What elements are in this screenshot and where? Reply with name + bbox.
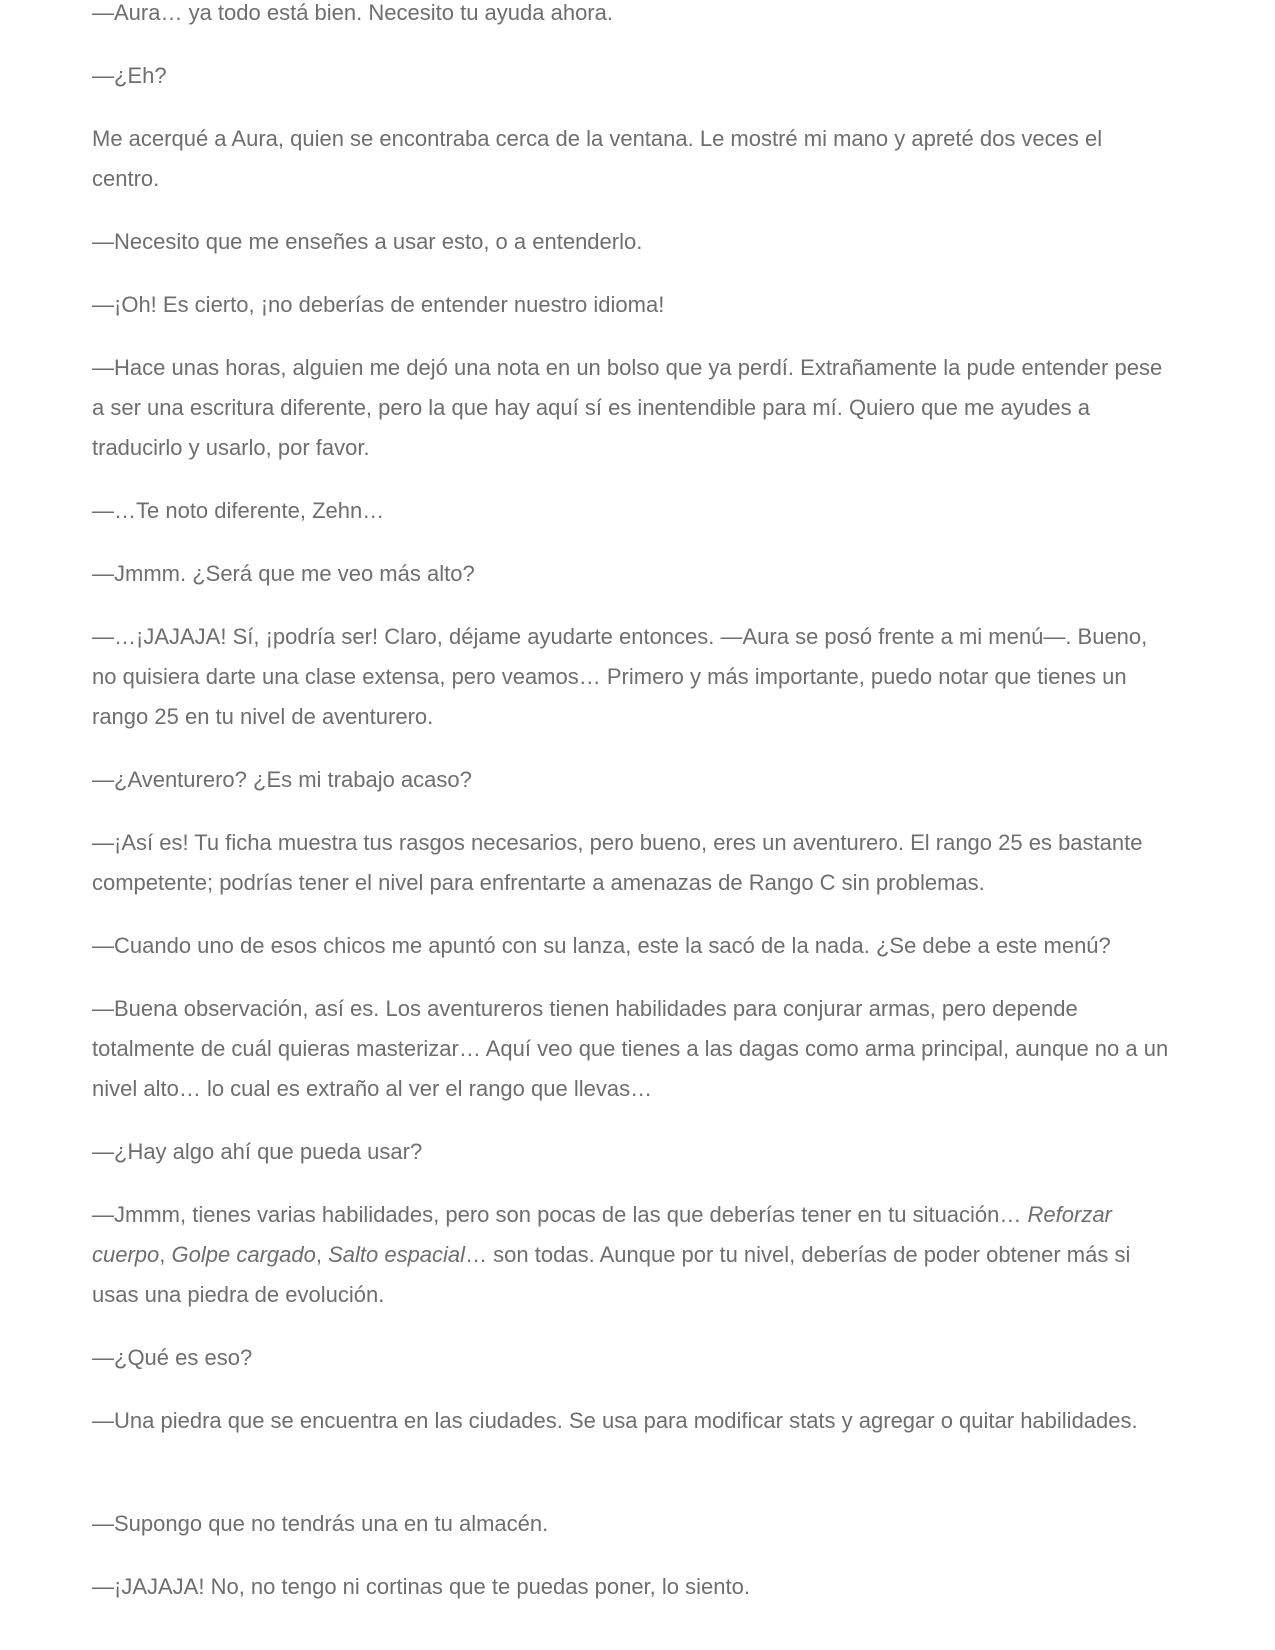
paragraph: Me acerqué a Aura, quien se encontraba cerca de la ventana. Le mostré mi mano y apreté dos veces el centro. [92, 126, 1109, 191]
paragraph: —¿Eh? [92, 63, 167, 88]
paragraph: —¡JAJAJA! No, no tengo ni cortinas que te puedas poner, lo siento. [92, 1574, 750, 1599]
paragraph: —Necesito que me enseñes a usar esto, o a entenderlo. [92, 229, 643, 254]
paragraph: —¿Hay algo ahí que pueda usar? [92, 1139, 423, 1164]
paragraph: —Jmmm. ¿Será que me veo más alto? [92, 561, 475, 586]
paragraph: —Supongo que no tendrás una en tu almacén. [92, 1511, 549, 1536]
paragraph: —¡Oh! Es cierto, ¡no deberías de entender nuestro idioma! [92, 292, 665, 317]
paragraph-skills [92, 1195, 1172, 1315]
paragraph: —¿Aventurero? ¿Es mi trabajo acaso? [92, 767, 472, 792]
paragraph: —Aura… ya todo está bien. Necesito tu ayuda ahora. [92, 0, 613, 25]
paragraph: —¡Así es! Tu ficha muestra tus rasgos necesarios, pero bueno, eres un aventurero. El rango 25 es bastante competente; podrías tener el nivel para enfrentarte a amenazas de Rango C sin problemas. [92, 830, 1149, 895]
skill-name: Golpe cargado [171, 1242, 316, 1267]
paragraph: —…Te noto diferente, Zehn… [92, 498, 385, 523]
paragraph: —¿Qué es eso? [92, 1345, 253, 1370]
paragraph: —Buena observación, así es. Los aventureros tienen habilidades para conjurar armas, pero depende totalmente de cuál quieras masterizar… Aquí veo que tienes a las dagas como arma principal, aunque no a un nivel alto… lo cual es extraño al ver el rango que llevas… [92, 996, 1175, 1101]
skill-name: Reforzar cuerpo [92, 1202, 1118, 1267]
paragraph: —Cuando uno de esos chicos me apuntó con su lanza, este la sacó de la nada. ¿Se debe a este menú? [92, 933, 1111, 958]
paragraph-text: —Jmmm, tienes varias habilidades, pero son pocas de las que deberías tener en tu situación… [92, 1202, 1028, 1227]
separator: , [315, 1242, 329, 1267]
paragraph-text: … son todas. Aunque por tu nivel, deberías de poder obtener más si usas una piedra de evolución. [92, 1242, 1137, 1307]
separator: , [159, 1242, 172, 1267]
skill-name: Salto espacial [328, 1242, 466, 1267]
paragraph: —…¡JAJAJA! Sí, ¡podría ser! Claro, déjame ayudarte entonces. —Aura se posó frente a mi menú—. Bueno, no quisiera darte una clase extensa, pero veamos… Primero y más importante, puedo notar que tienes un rango 25 en tu nivel de aventurero. [92, 624, 1154, 729]
paragraph: —Hace unas horas, alguien me dejó una nota en un bolso que ya perdí. Extrañamente la pude entender pese a ser una escritura diferente, pero la que hay aquí sí es inentendible para mí. Quiero que me ayudes a traducirlo y usarlo, por favor. [92, 355, 1169, 460]
paragraph: —Una piedra que se encuentra en las ciudades. Se usa para modificar stats y agregar o quitar habilidades. [92, 1408, 1138, 1433]
